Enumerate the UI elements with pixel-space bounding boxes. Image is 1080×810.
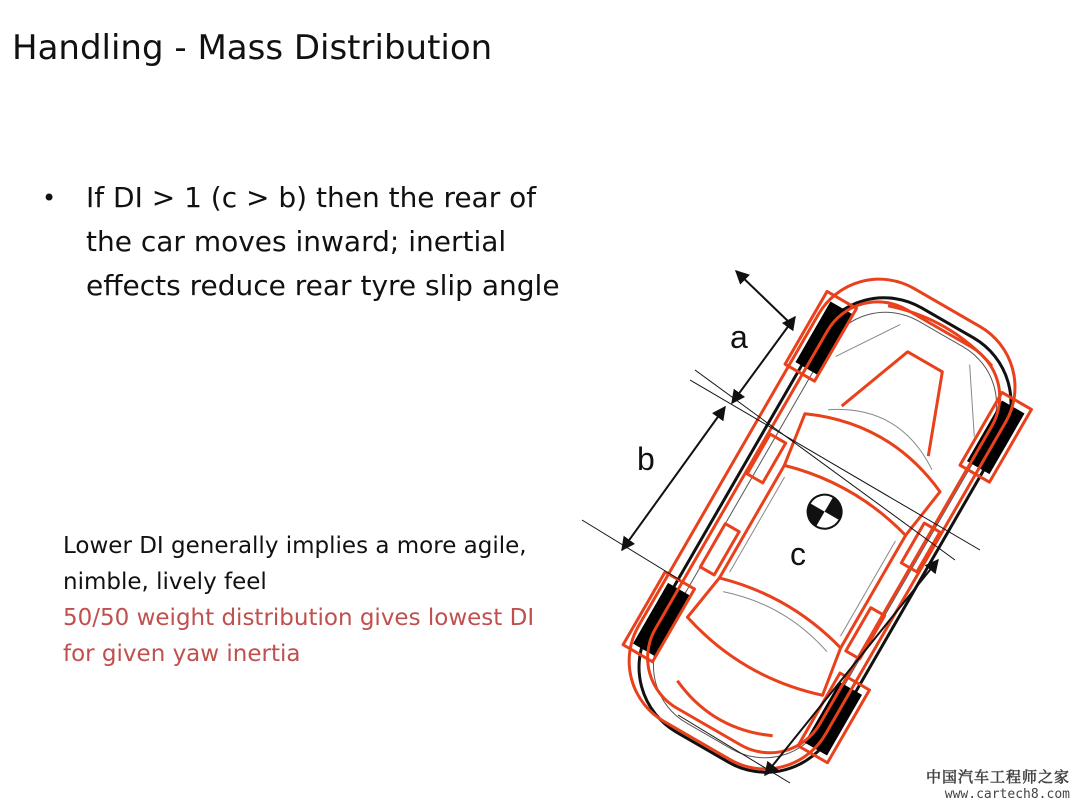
note-line-1: Lower DI generally implies a more agile, [63, 533, 527, 559]
watermark-cn: 中国汽车工程师之家 [925, 768, 1070, 786]
dimension-label-b: b [637, 441, 655, 477]
note-line-3: 50/50 weight distribution gives lowest DI [63, 605, 535, 631]
dimension-label-c: c [790, 536, 806, 572]
slide-title: Handling - Mass Distribution [12, 28, 493, 68]
bullet-marker: • [42, 184, 57, 212]
note-line-2: nimble, lively feel [63, 569, 267, 595]
note-line-4: for given yaw inertia [63, 641, 301, 667]
centre-of-gravity-icon [801, 488, 847, 534]
watermark [926, 766, 1070, 802]
note-block [63, 528, 573, 672]
dimension-label-a: a [730, 319, 748, 355]
car-body [599, 255, 1055, 795]
car-top-view-diagram [560, 255, 1080, 795]
watermark-url: www.cartech8.com [944, 787, 1070, 802]
bullet-text: If DI > 1 (c > b) then the rear of the car moves inward; inertial effects reduce rear tyre slip angle [86, 181, 560, 302]
bullet-point [42, 176, 562, 308]
